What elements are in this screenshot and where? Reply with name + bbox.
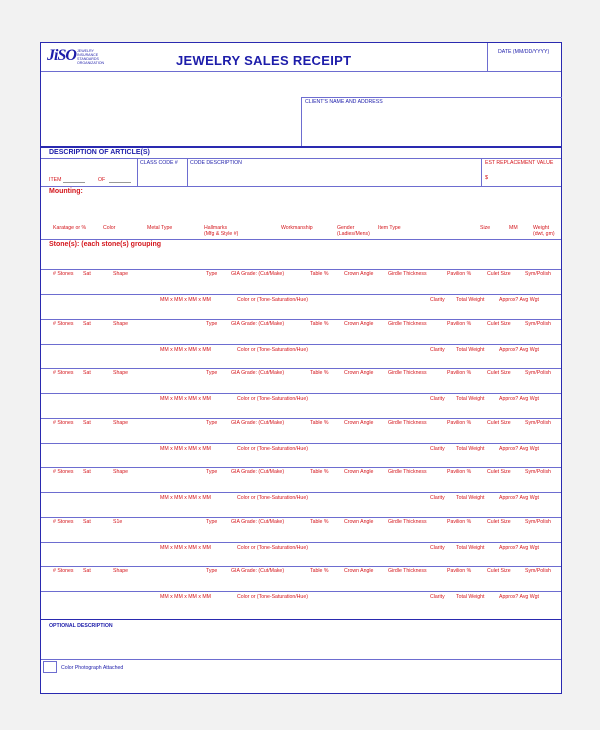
stone-field-label: Culet Size xyxy=(487,321,511,327)
stone-field-label: GIA Grade: (Cut/Make) xyxy=(231,420,285,426)
description-label: DESCRIPTION OF ARTICLE(S) xyxy=(49,149,150,156)
stone-field-label: Crown Angle xyxy=(344,271,374,277)
stone-field-label: Sym/Polish xyxy=(525,321,551,327)
stone-field-label: Girdle Thickness xyxy=(388,370,427,376)
stone-field-label: Culet Size xyxy=(487,271,511,277)
mounting-field-label: Size xyxy=(480,225,491,231)
stone-field-label: Culet Size xyxy=(487,568,511,574)
stone-field-label: GIA Grade: (Cut/Make) xyxy=(231,321,285,327)
stone-field-label: Color or (Tone-Saturation/Hue) xyxy=(237,396,308,402)
stone-field-label: Approx? Avg Wgt xyxy=(499,495,539,501)
stone-field-label: Clarity xyxy=(430,594,445,600)
stone-field-label: Culet Size xyxy=(487,420,511,426)
stone-field-label: Table % xyxy=(310,469,329,475)
stone-row-rule xyxy=(41,517,561,518)
stone-field-label: GIA Grade: (Cut/Make) xyxy=(231,370,285,376)
mounting-field-label: MM xyxy=(509,225,518,231)
stone-field-label: Sat xyxy=(83,469,91,475)
stone-field-label: Table % xyxy=(310,420,329,426)
stone-field-label: Pavilion % xyxy=(447,568,472,574)
stone-field-label: Color or (Tone-Saturation/Hue) xyxy=(237,594,308,600)
stone-field-label: Clarity xyxy=(430,297,445,303)
stone-field-label: Sat xyxy=(83,420,91,426)
stone-field-label: Sat xyxy=(83,321,91,327)
page-title: JEWELRY SALES RECEIPT xyxy=(176,53,352,68)
stone-row-rule xyxy=(41,269,561,270)
stone-field-label: MM x MM x MM x MM xyxy=(160,495,211,501)
stone-field-label: Sym/Polish xyxy=(525,568,551,574)
mounting-field-label: Hallmarks (Mfg & Style #) xyxy=(204,225,239,237)
stone-field-label: Sym/Polish xyxy=(525,271,551,277)
stone-row-rule xyxy=(41,566,561,567)
jiso-logo: JiSO xyxy=(47,47,76,64)
stone-field-label: Crown Angle xyxy=(344,370,374,376)
stone-field-label: Color or (Tone-Saturation/Hue) xyxy=(237,446,308,452)
stone-field-label: Culet Size xyxy=(487,370,511,376)
stone-field-label: Pavilion % xyxy=(447,321,472,327)
stone-field-label: Type xyxy=(206,370,218,376)
stone-field-label: GIA Grade: (Cut/Make) xyxy=(231,568,285,574)
stone-field-label: Approx? Avg Wgt xyxy=(499,545,539,551)
stone-field-label: Girdle Thickness xyxy=(388,420,427,426)
stone-row-rule xyxy=(41,443,561,444)
stone-field-label: Sat xyxy=(83,519,91,525)
stone-field-label: Approx? Avg Wgt xyxy=(499,347,539,353)
stone-field-label: Girdle Thickness xyxy=(388,469,427,475)
stone-field-label: S1e xyxy=(113,519,123,525)
client-label: CLIENT'S NAME AND ADDRESS xyxy=(305,99,383,105)
stone-field-label: Approx? Avg Wgt xyxy=(499,594,539,600)
stone-field-label: Girdle Thickness xyxy=(388,321,427,327)
stone-field-label: Clarity xyxy=(430,396,445,402)
stone-field-label: Pavilion % xyxy=(447,271,472,277)
stone-field-label: MM x MM x MM x MM xyxy=(160,545,211,551)
stone-field-label: Shape xyxy=(113,370,129,376)
stone-field-label: Type xyxy=(206,420,218,426)
stone-field-label: Approx? Avg Wgt xyxy=(499,297,539,303)
stone-field-label: Type xyxy=(206,519,218,525)
stone-field-label: # Stones xyxy=(53,420,74,426)
item-label: ITEM xyxy=(49,177,62,183)
stone-field-label: Clarity xyxy=(430,446,445,452)
stone-field-label: Table % xyxy=(310,568,329,574)
stone-field-label: Approx? Avg Wgt xyxy=(499,396,539,402)
photo-checkbox[interactable] xyxy=(43,661,57,673)
mounting-field-label: Gender (Ladies/Mens) xyxy=(337,225,370,237)
stone-field-label: Total Weight xyxy=(456,347,485,353)
stone-field-label: Total Weight xyxy=(456,545,485,551)
stone-field-label: Table % xyxy=(310,519,329,525)
stone-row-rule xyxy=(41,467,561,468)
stone-field-label: Total Weight xyxy=(456,495,485,501)
stone-field-label: Sym/Polish xyxy=(525,370,551,376)
of-label: OF xyxy=(98,177,106,183)
stone-field-label: Sym/Polish xyxy=(525,420,551,426)
stone-field-label: Total Weight xyxy=(456,594,485,600)
logo-subtitle: JEWELRY INSURANCE STANDARDS ORGANIZATION xyxy=(77,49,105,65)
mounting-field-label: Karatage or % xyxy=(53,225,87,231)
stone-field-label: Approx? Avg Wgt xyxy=(499,446,539,452)
stone-field-label: Sym/Polish xyxy=(525,469,551,475)
stone-field-label: Type xyxy=(206,469,218,475)
stone-field-label: Table % xyxy=(310,370,329,376)
mounting-field-label: Item Type xyxy=(378,225,401,231)
mounting-field-label: Workmanship xyxy=(281,225,313,231)
stone-field-label: Shape xyxy=(113,271,129,277)
stone-field-label: Culet Size xyxy=(487,519,511,525)
stone-field-label: # Stones xyxy=(53,271,74,277)
stone-row-rule xyxy=(41,319,561,320)
stone-field-label: Girdle Thickness xyxy=(388,568,427,574)
stone-field-label: Table % xyxy=(310,321,329,327)
stone-row-rule xyxy=(41,393,561,394)
stone-field-label: MM x MM x MM x MM xyxy=(160,594,211,600)
photo-label: Color Photograph Attached xyxy=(61,665,124,671)
stone-row-rule xyxy=(41,492,561,493)
stone-field-label: MM x MM x MM x MM xyxy=(160,396,211,402)
stone-field-label: Shape xyxy=(113,321,129,327)
stone-field-label: Clarity xyxy=(430,545,445,551)
stone-field-label: MM x MM x MM x MM xyxy=(160,347,211,353)
stone-field-label: MM x MM x MM x MM xyxy=(160,446,211,452)
item-total-field[interactable] xyxy=(109,182,131,183)
currency-sign: $ xyxy=(485,175,489,181)
stone-field-label: Clarity xyxy=(430,347,445,353)
stone-row-rule xyxy=(41,542,561,543)
stone-field-label: Crown Angle xyxy=(344,519,374,525)
stone-field-label: GIA Grade: (Cut/Make) xyxy=(231,469,285,475)
est-value-label: EST REPLACEMENT VALUE xyxy=(485,160,554,166)
stone-field-label: Shape xyxy=(113,469,129,475)
stone-field-label: Culet Size xyxy=(487,469,511,475)
stone-field-label: Color or (Tone-Saturation/Hue) xyxy=(237,495,308,501)
stone-field-label: Sat xyxy=(83,370,91,376)
stone-field-label: Crown Angle xyxy=(344,568,374,574)
code-description-label: CODE DESCRIPTION xyxy=(190,160,242,166)
stone-field-label: Pavilion % xyxy=(447,420,472,426)
item-number-field[interactable] xyxy=(63,182,85,183)
stone-field-label: # Stones xyxy=(53,519,74,525)
stone-field-label: Sat xyxy=(83,568,91,574)
stone-field-label: Table % xyxy=(310,271,329,277)
receipt-form xyxy=(40,42,562,694)
stone-field-label: # Stones xyxy=(53,568,74,574)
mounting-field-label: Color xyxy=(103,225,116,231)
stone-row-rule xyxy=(41,368,561,369)
stone-field-label: Clarity xyxy=(430,495,445,501)
stone-field-label: # Stones xyxy=(53,370,74,376)
stone-field-label: GIA Grade: (Cut/Make) xyxy=(231,271,285,277)
stone-row-rule xyxy=(41,591,561,592)
stone-field-label: Total Weight xyxy=(456,396,485,402)
stone-field-label: Pavilion % xyxy=(447,370,472,376)
stone-field-label: Crown Angle xyxy=(344,420,374,426)
stone-field-label: Color or (Tone-Saturation/Hue) xyxy=(237,347,308,353)
stone-field-label: Total Weight xyxy=(456,297,485,303)
stone-field-label: Girdle Thickness xyxy=(388,271,427,277)
stone-field-label: Crown Angle xyxy=(344,321,374,327)
stone-row-rule xyxy=(41,418,561,419)
stone-row-rule xyxy=(41,294,561,295)
stone-field-label: GIA Grade: (Cut/Make) xyxy=(231,519,285,525)
stones-label: Stone(s): (each stone(s) grouping xyxy=(49,241,161,248)
mounting-field-label: Metal Type xyxy=(147,225,173,231)
stone-row-rule xyxy=(41,344,561,345)
stone-field-label: Type xyxy=(206,321,218,327)
stone-field-label: # Stones xyxy=(53,321,74,327)
stone-field-label: Type xyxy=(206,271,218,277)
stone-field-label: Color or (Tone-Saturation/Hue) xyxy=(237,297,308,303)
stone-field-label: Total Weight xyxy=(456,446,485,452)
stone-field-label: # Stones xyxy=(53,469,74,475)
class-code-label: CLASS CODE # xyxy=(140,160,178,166)
stone-field-label: MM x MM x MM x MM xyxy=(160,297,211,303)
optional-description-label: OPTIONAL DESCRIPTION xyxy=(49,623,113,629)
stone-field-label: Color or (Tone-Saturation/Hue) xyxy=(237,545,308,551)
stone-field-label: Shape xyxy=(113,568,129,574)
stone-field-label: Girdle Thickness xyxy=(388,519,427,525)
stone-field-label: Crown Angle xyxy=(344,469,374,475)
mounting-label: Mounting: xyxy=(49,188,83,195)
stone-field-label: Type xyxy=(206,568,218,574)
stone-field-label: Sym/Polish xyxy=(525,519,551,525)
stone-field-label: Pavilion % xyxy=(447,519,472,525)
stone-field-label: Pavilion % xyxy=(447,469,472,475)
mounting-field-label: Weight (dwt, gm) xyxy=(533,225,555,237)
stone-field-label: Shape xyxy=(113,420,129,426)
date-label: DATE (MM/DD/YYYY) xyxy=(498,49,550,55)
stone-field-label: Sat xyxy=(83,271,91,277)
